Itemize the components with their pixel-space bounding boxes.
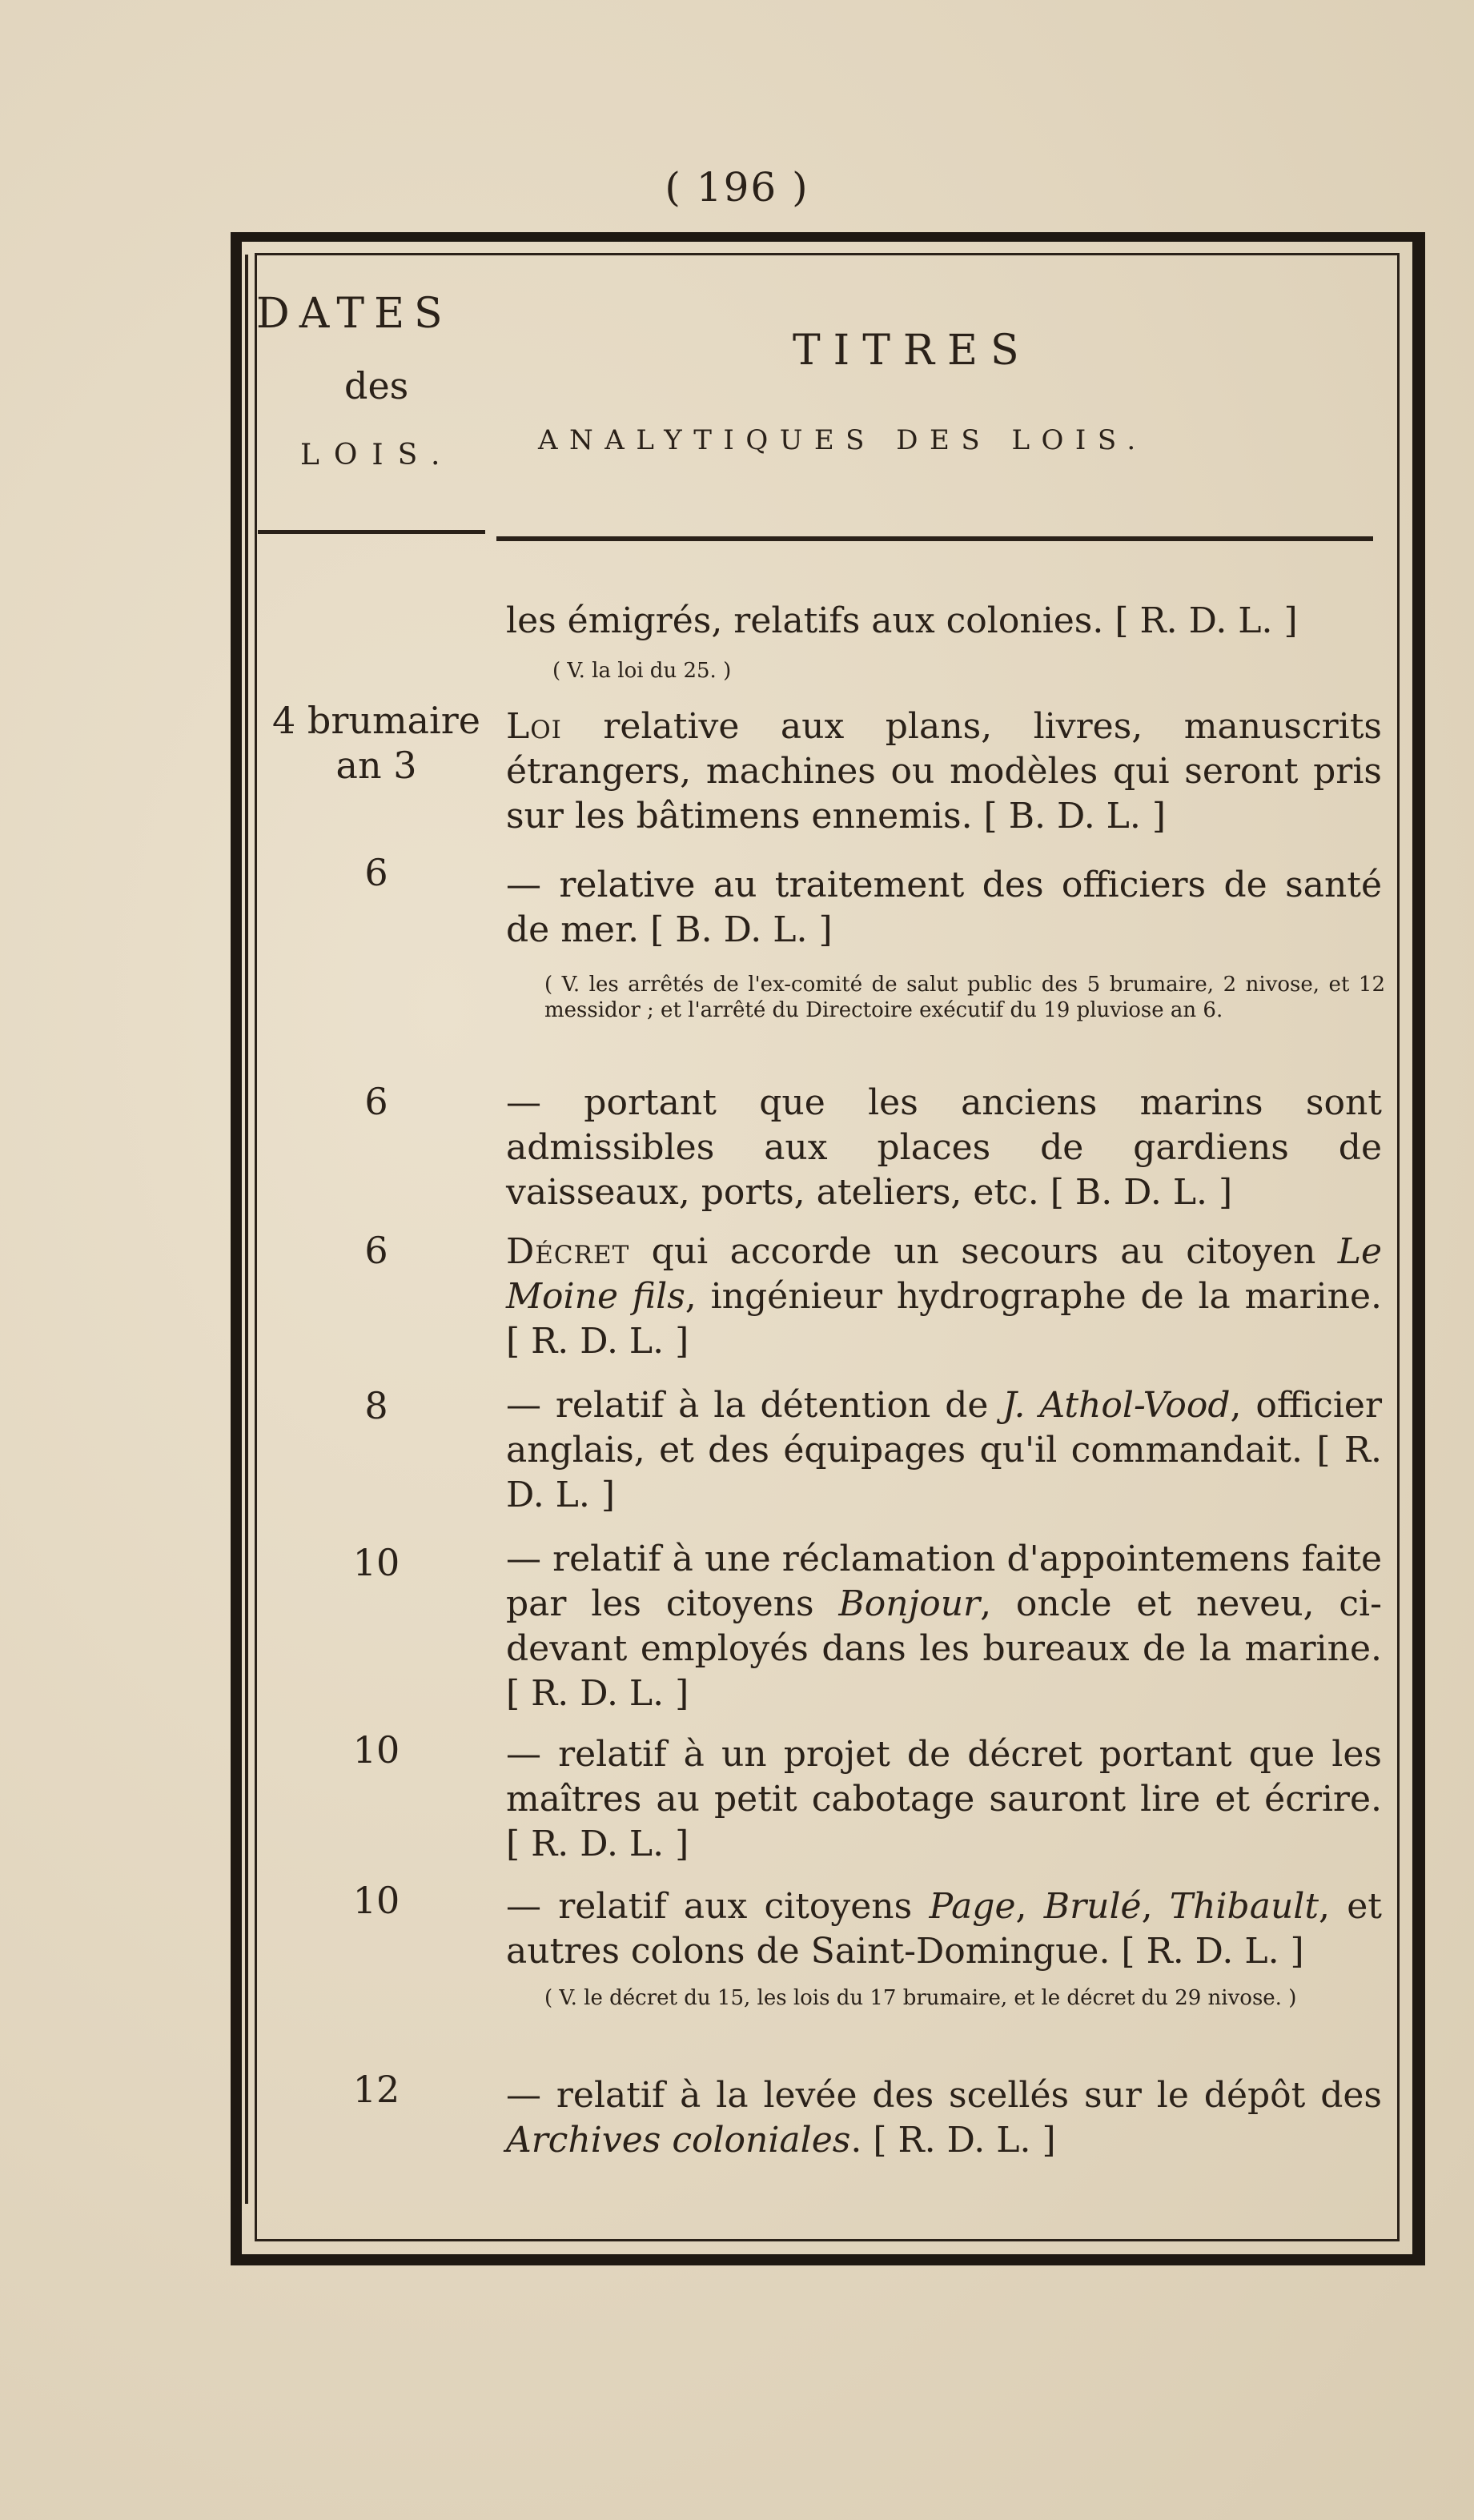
law-entry xyxy=(506,704,1382,839)
header-titres: TITRES xyxy=(793,327,1032,375)
entry-date: 6 xyxy=(364,1229,388,1272)
entry-text: — relatif à la levée des scellés sur le dépôt des xyxy=(506,2075,1382,2116)
person-name: Le Moine fils xyxy=(506,1231,1382,1317)
header-dates: DATES xyxy=(256,290,452,338)
entry-text: — relatif aux citoyens xyxy=(506,1886,930,1927)
header-rule-titles xyxy=(496,536,1373,541)
entry-text: , et autres colons de Saint-Domingue. [ R. D. L. ] xyxy=(506,1886,1382,1972)
person-name: Page xyxy=(929,1886,1016,1927)
entry-date: 12 xyxy=(352,2068,400,2111)
entry-text: , officier anglais, et des équipages qu'il commandait. [ R. D. L. ] xyxy=(506,1385,1383,1515)
continuation-text: les émigrés, relatifs aux colonies. [ R. D. L. ] xyxy=(506,600,1298,641)
entry-lead: Loi xyxy=(506,706,562,747)
entry-date xyxy=(264,698,488,788)
entry-text: — relatif à une réclamation d'appointemens faite par les citoyens xyxy=(506,1539,1382,1624)
law-entry xyxy=(506,1230,1382,1364)
page-number: ( 196 ) xyxy=(665,164,809,211)
archive-name: Archives coloniales xyxy=(506,2120,851,2161)
entry-note: ( V. le décret du 15, les lois du 17 brumaire, et le décret du 29 nivose. ) xyxy=(544,1986,1297,2010)
column-divider xyxy=(245,255,248,2204)
law-entry: — portant que les anciens marins sont admissibles aux places de gardiens de vaisseaux, ports, ateliers, etc. [ B. D. L. ] xyxy=(506,1082,1382,1213)
entry-date: 10 xyxy=(352,1879,400,1922)
header-rule-dates xyxy=(258,530,485,534)
header-lois: LOIS. xyxy=(300,439,455,471)
entry-date-day: 4 brumaire xyxy=(272,699,480,742)
header-analytiques: ANALYTIQUES DES LOIS. xyxy=(538,424,1147,456)
continuation-note: ( V. la loi du 25. ) xyxy=(552,659,732,683)
entry-text: , ingénieur hydrographe de la marine. [ R. D. L. ] xyxy=(506,1276,1382,1362)
entry-date: 6 xyxy=(364,1080,388,1123)
entry-date: 10 xyxy=(352,1541,400,1584)
law-entry: — relative au traitement des officiers de santé de mer. [ B. D. L. ] xyxy=(506,865,1382,950)
name-separator: , xyxy=(1015,1886,1044,1927)
entry-lead: Décret xyxy=(506,1231,630,1272)
law-entry xyxy=(506,1383,1382,1518)
entry-note: ( V. les arrêtés de l'ex-comité de salut public des 5 brumaire, 2 nivose, et 12 messidor ; et l'arrêté du Directoire exécutif du 19 pluviose an 6. xyxy=(544,973,1385,1022)
person-name: J. Athol-Vood xyxy=(1002,1385,1231,1426)
person-name: Thibault xyxy=(1169,1886,1319,1927)
person-name: Brulé xyxy=(1043,1886,1142,1927)
person-name: Bonjour xyxy=(838,1583,981,1624)
name-separator: , xyxy=(1141,1886,1170,1927)
entry-text: . [ R. D. L. ] xyxy=(850,2120,1056,2161)
law-entry xyxy=(506,1884,1382,1974)
law-entry: — relatif à un projet de décret portant que les maîtres au petit cabotage sauront lire et écrire. [ R. D. L. ] xyxy=(506,1734,1382,1864)
entry-text: — relatif à la détention de xyxy=(506,1385,1003,1426)
entry-date: 6 xyxy=(364,851,388,894)
law-entry xyxy=(506,2073,1382,2163)
law-entry xyxy=(506,1537,1382,1716)
entry-text: , oncle et neveu, ci-devant employés dans les bureaux de la marine. [ R. D. L. ] xyxy=(506,1583,1382,1714)
entry-text: qui accorde un secours au citoyen xyxy=(629,1231,1338,1272)
header-des: des xyxy=(344,364,409,407)
entry-date-year: an 3 xyxy=(335,744,417,787)
entry-text: relative aux plans, livres, manuscrits étrangers, machines ou modèles qui seront pris sur les bâtimens ennemis. [ B. D. L. ] xyxy=(506,706,1382,837)
entry-date: 10 xyxy=(352,1728,400,1772)
entry-date: 8 xyxy=(364,1384,388,1427)
